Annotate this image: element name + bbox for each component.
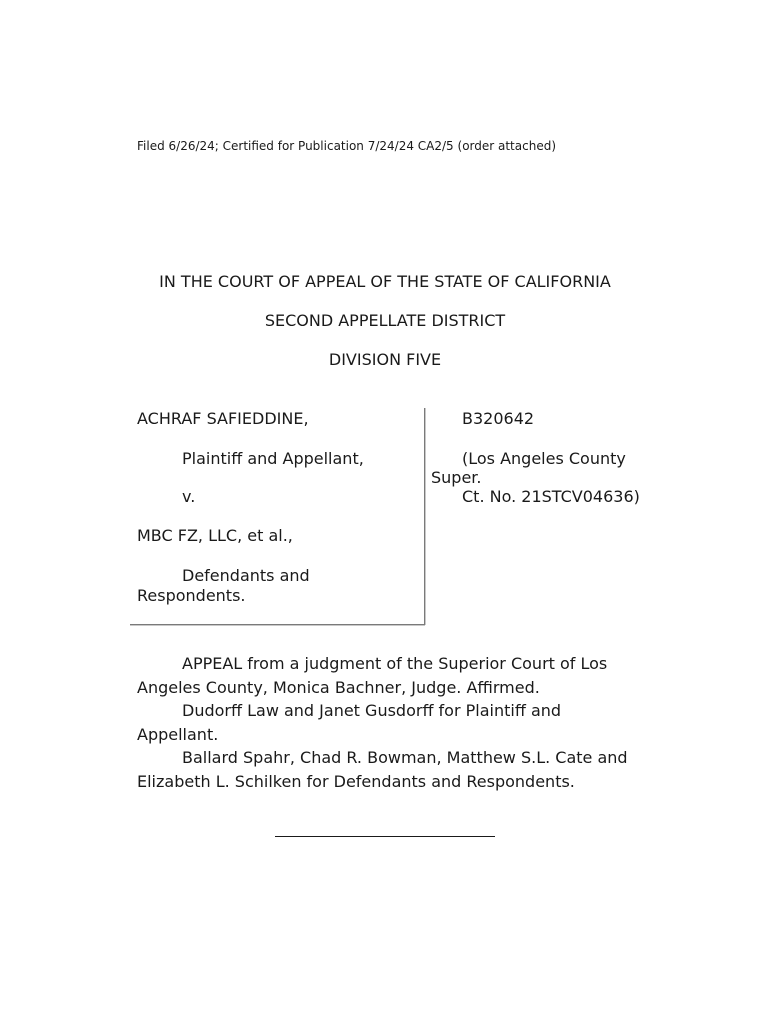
lower-court-line1: (Los Angeles County xyxy=(462,449,626,468)
appellate-district: SECOND APPELLATE DISTRICT xyxy=(264,311,506,330)
plaintiff-role: Plaintiff and Appellant, xyxy=(182,449,364,468)
respondent-counsel-text: Ballard Spahr, Chad R. Bowman, Matthew S.L. Cate and Elizabeth L. Schilken for Defendants and Respondents. xyxy=(137,748,628,791)
appellant-counsel-paragraph xyxy=(137,699,637,746)
defendant-role-line1: Defendants and xyxy=(182,566,310,585)
defendant-name: MBC FZ, LLC, et al., xyxy=(137,526,293,545)
appellant-counsel-text: Dudorff Law and Janet Gusdorff for Plaintiff and Appellant. xyxy=(137,701,562,744)
plaintiff-name: ACHRAF SAFIEDDINE, xyxy=(137,409,309,428)
filing-notice: Filed 6/26/24; Certified for Publication 7/24/24 CA2/5 (order attached) xyxy=(137,139,557,153)
court-title: IN THE COURT OF APPEAL OF THE STATE OF CALIFORNIA xyxy=(159,272,611,291)
lower-court-line2: Super. xyxy=(431,468,482,487)
appeal-paragraph xyxy=(137,652,637,699)
separator-rule xyxy=(275,836,495,837)
case-number: B320642 xyxy=(462,409,535,428)
lower-court-line3: Ct. No. 21STCV04636) xyxy=(462,487,640,506)
caption-vertical-divider xyxy=(424,408,425,625)
appeal-text: APPEAL from a judgment of the Superior Court of Los Angeles County, Monica Bachner, Judge. Affirmed. xyxy=(137,654,608,697)
appellate-division: DIVISION FIVE xyxy=(328,350,442,369)
defendant-role-line2: Respondents. xyxy=(137,586,246,605)
respondent-counsel-paragraph xyxy=(137,746,637,793)
caption-horizontal-divider xyxy=(130,624,425,625)
versus: v. xyxy=(182,487,196,506)
